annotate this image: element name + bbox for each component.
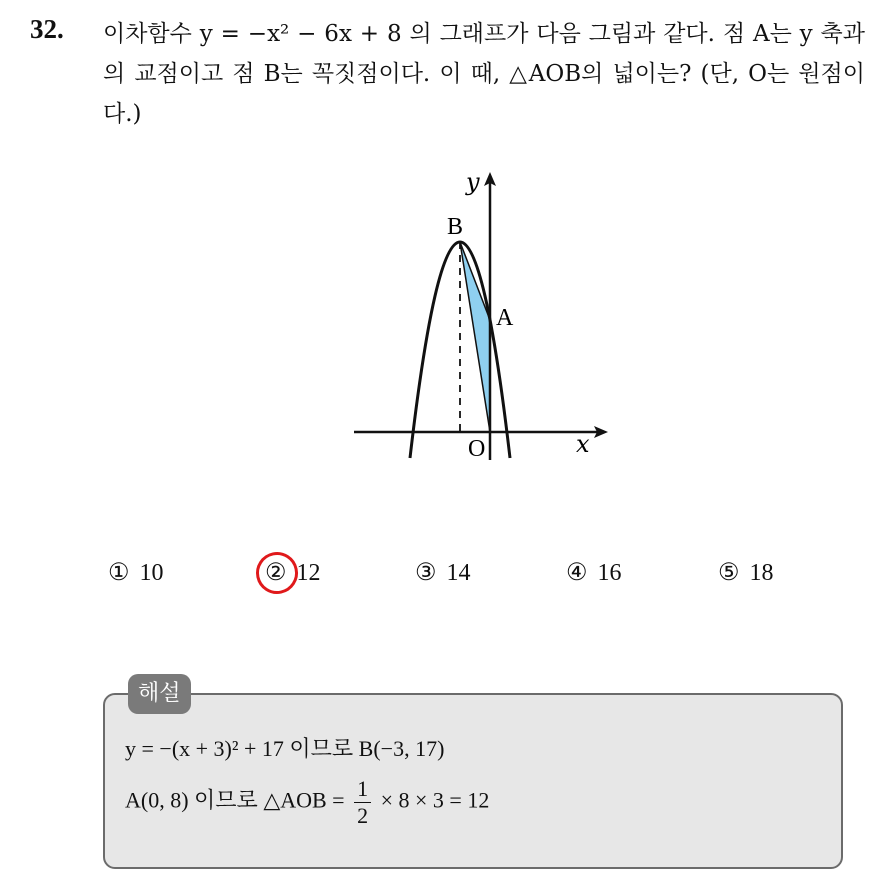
choice-value: 14 [446, 560, 471, 586]
choice-value: 10 [139, 560, 164, 586]
choice-value: 18 [749, 560, 774, 586]
parabola-figure [340, 160, 630, 470]
choice-value: 12 [296, 560, 321, 586]
solution-badge: 해설 [128, 674, 191, 714]
choice-value: 16 [597, 560, 622, 586]
therefore-text: 이므로 [289, 737, 354, 762]
point-b-label: B [447, 214, 464, 240]
choice-1[interactable] [108, 558, 164, 587]
triangle-aob [460, 242, 490, 432]
therefore-text: 이므로 [194, 788, 258, 814]
question-number: 32. [30, 14, 64, 44]
fraction-one-half [354, 776, 371, 829]
choice-mark-circled: ② [265, 560, 287, 586]
answer-choices [108, 558, 828, 598]
choice-mark: ④ [566, 560, 588, 586]
choice-mark: ① [108, 560, 130, 586]
fraction-numerator: 1 [354, 776, 371, 803]
origin-label: O [468, 436, 486, 462]
y-axis-label: y [466, 168, 480, 196]
point-a-label: A [496, 305, 514, 331]
choice-2[interactable] [265, 558, 321, 587]
choice-mark: ⑤ [718, 560, 740, 586]
fraction-denominator: 2 [357, 803, 369, 828]
point-a-coords: A(0, 8) [125, 787, 189, 813]
choice-mark: ③ [415, 560, 437, 586]
solution-line-1 [125, 732, 444, 763]
area-expression-end: × 8 × 3 = 12 [380, 787, 490, 813]
question-text: 이차함수 y = −x² − 6x + 8 의 그래프가 다음 그림과 같다. 점 A는 y 축과의 교점이고 점 B는 꼭짓점이다. 이 때, △AOB의 넓이는? (단, O는 원점이다.) [103, 21, 865, 127]
vertex-form-equation: y = −(x + 3)² + 17 [125, 736, 284, 761]
solution-line-2 [125, 776, 489, 829]
x-axis-label: x [576, 430, 590, 458]
vertex-point: B(−3, 17) [358, 736, 445, 761]
choice-5[interactable] [718, 558, 774, 587]
choice-4[interactable] [566, 558, 622, 587]
area-expression-start: △AOB = [263, 787, 345, 813]
choice-3[interactable] [415, 558, 471, 587]
